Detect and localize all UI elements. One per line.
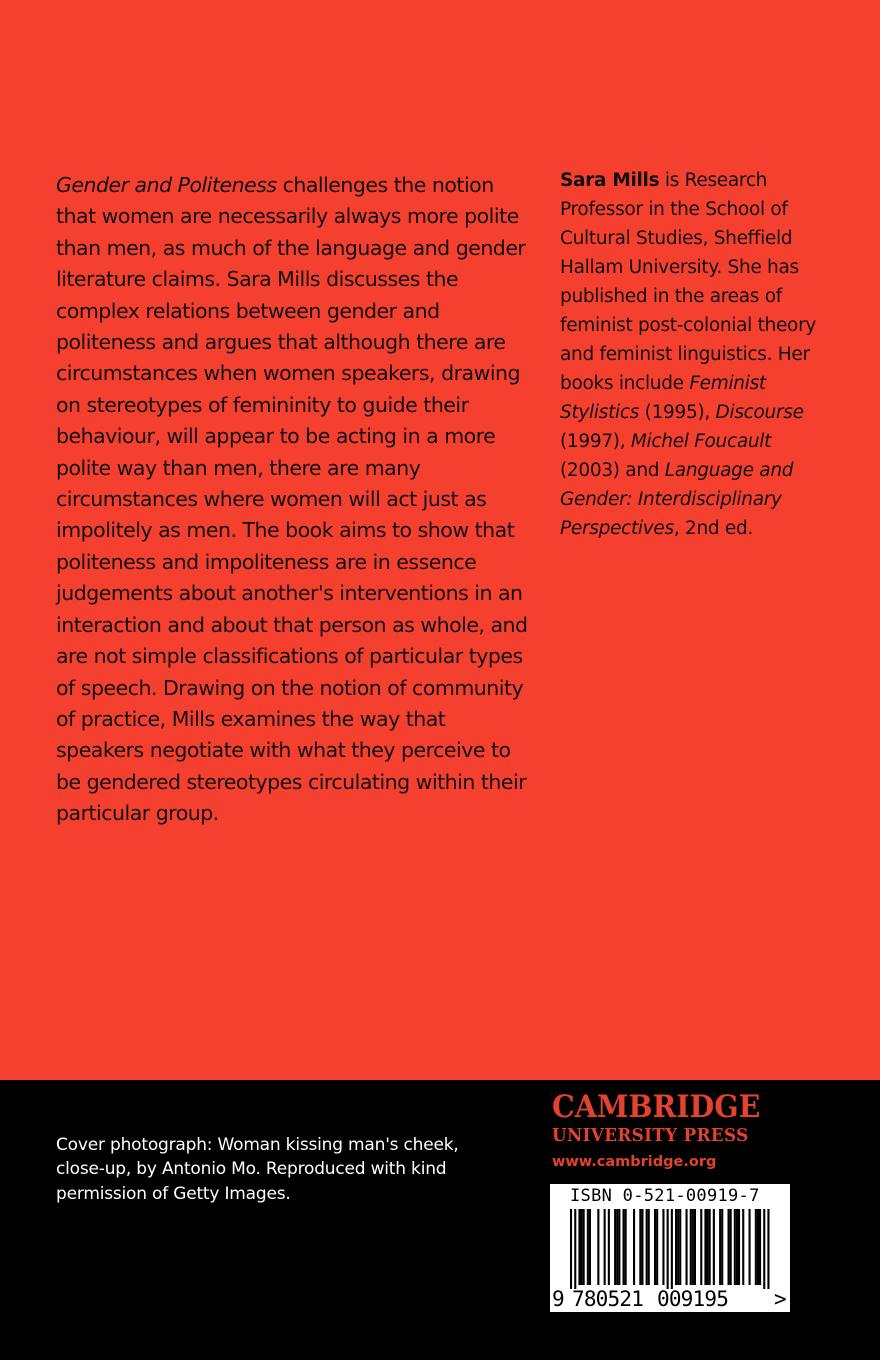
barcode-bar — [654, 1209, 656, 1285]
blurb-book-title: Gender and Politeness — [56, 173, 277, 197]
barcode-bar — [738, 1209, 740, 1285]
bio-book-1: Feminist Stylistics — [560, 373, 766, 423]
barcode-bar — [608, 1209, 610, 1285]
bio-text-1: is Research Professor in the School of Cultural Studies, Sheffield Hallam University. She has published in the areas of feminist post-colonial theory and feminist linguistics. Her books include — [560, 170, 817, 394]
author-bio — [560, 166, 835, 543]
barcode-bar — [614, 1209, 616, 1285]
barcode-bar — [749, 1209, 751, 1285]
barcode-bar — [755, 1209, 757, 1285]
barcode-bar — [767, 1209, 769, 1289]
barcode-bar — [736, 1209, 738, 1285]
barcode-bar — [662, 1209, 664, 1285]
barcode-bar — [625, 1209, 627, 1285]
barcode-bar — [667, 1209, 669, 1289]
barcode-bar — [583, 1209, 585, 1285]
barcode-bar — [700, 1209, 702, 1285]
barcode-bar — [686, 1209, 688, 1285]
barcode-bar — [763, 1209, 765, 1289]
barcode-bar — [721, 1209, 723, 1285]
author-name: Sara Mills — [560, 170, 660, 191]
barcode-bar — [719, 1209, 721, 1285]
bio-text-3: (1997), — [560, 431, 631, 452]
isbn-barcode — [550, 1184, 790, 1312]
isbn-label: ISBN 0-521-00919-7 — [570, 1186, 760, 1206]
publisher-url[interactable]: www.cambridge.org — [552, 1154, 717, 1170]
barcode-bar — [759, 1209, 761, 1285]
barcode-digit-lead: 9 — [552, 1287, 565, 1311]
barcode-bar — [734, 1209, 736, 1285]
barcode-digits — [550, 1287, 790, 1311]
barcode-bar — [677, 1209, 679, 1285]
barcode-bar — [570, 1209, 572, 1289]
barcode-bar — [604, 1209, 606, 1285]
barcode-bar — [587, 1209, 589, 1285]
bio-text-2: (1995), — [639, 402, 716, 423]
bio-book-3: Michel Foucault — [630, 431, 772, 452]
barcode-bar — [713, 1209, 715, 1285]
barcode-bar — [694, 1209, 696, 1285]
blurb-text: challenges the notion that women are necessarily always more polite than men, as much of the language and gender literature claims. Sara Mills discusses the complex relations between gender and politeness and argues that although there are circumstances when women speakers, drawing on stereotypes of femininity to guide their behaviour, will appear to be acting in a more polite way than men, there are many circumstances where women will act just as impolitely as men. The book aims to show that politeness and impoliteness are in essence judgements about another's interventions in an interaction and about that person as whole, and are not simple classifications of particular types of speech. Drawing on the notion of community of practice, Mills examines the way that speakers negotiate with what they perceive to be gendered stereotypes circulating within their particular group. — [56, 173, 528, 826]
barcode-bar — [656, 1209, 658, 1285]
barcode-bar — [578, 1209, 580, 1285]
bio-book-2: Discourse — [715, 402, 804, 423]
publisher-name: CAMBRIDGE — [552, 1089, 761, 1125]
barcode-bar — [730, 1209, 732, 1285]
cover-photo-credit: Cover photograph: Woman kissing man's cheek, close-up, by Antonio Mo. Reproduced with kind permission of Getty Images. — [56, 1135, 459, 1204]
bio-text-5: , 2nd ed. — [673, 518, 754, 539]
barcode-bar — [623, 1209, 625, 1285]
barcode-bar — [597, 1209, 599, 1285]
barcode-bar — [646, 1209, 648, 1285]
barcode-bar — [641, 1209, 643, 1285]
barcode-bar — [581, 1209, 583, 1285]
barcode-bar — [639, 1209, 641, 1285]
barcode-bar — [589, 1209, 591, 1285]
barcode-bar — [709, 1209, 711, 1285]
barcode-bar — [728, 1209, 730, 1285]
barcode-digits-group-2: 009195 — [657, 1287, 729, 1311]
barcode-bar — [707, 1209, 709, 1285]
barcode-bar — [692, 1209, 694, 1285]
barcode-bar — [679, 1209, 681, 1285]
bio-book-4: Language and Gender: Interdisciplinary Perspectives — [560, 460, 794, 539]
barcode-bar — [704, 1209, 706, 1285]
barcode-bars — [550, 1209, 790, 1289]
barcode-bar — [690, 1209, 692, 1285]
barcode-bar — [618, 1209, 620, 1285]
barcode-bar — [633, 1209, 635, 1285]
barcode-bar — [675, 1209, 677, 1285]
bio-text-4: (2003) and — [560, 460, 665, 481]
barcode-bar — [574, 1209, 576, 1289]
publisher-logo — [552, 1090, 792, 1172]
barcode-bar — [742, 1209, 744, 1285]
barcode-bar — [648, 1209, 650, 1285]
barcode-digits-group-1: 780521 — [572, 1287, 644, 1311]
barcode-bar — [616, 1209, 618, 1285]
barcode-bar — [757, 1209, 759, 1285]
book-blurb — [56, 170, 536, 830]
publisher-subtitle: UNIVERSITY PRESS — [552, 1125, 749, 1146]
barcode-bar — [671, 1209, 673, 1289]
barcode-digit-tail: > — [774, 1287, 787, 1311]
